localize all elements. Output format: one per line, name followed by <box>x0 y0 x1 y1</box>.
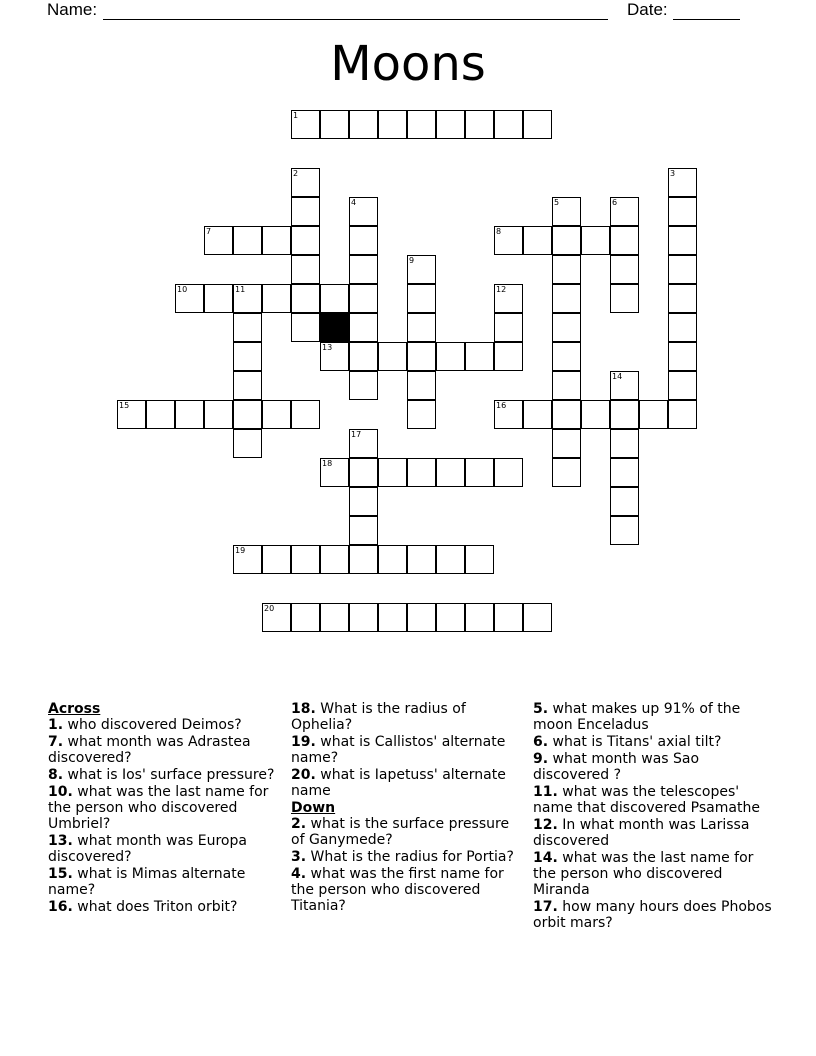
across-clue <box>291 767 523 799</box>
clue-number: 2. <box>291 816 307 833</box>
puzzle-title: Moons <box>330 36 486 92</box>
name-label: Name: <box>47 0 98 19</box>
black-cell <box>320 313 349 342</box>
grid-cell[interactable] <box>233 371 262 400</box>
grid-cell[interactable] <box>320 458 349 487</box>
down-clue <box>533 701 773 733</box>
down-clue <box>533 751 773 783</box>
clue-text: what is Callistos' alternate name? <box>291 734 506 767</box>
clue-text: what month was Adrastea discovered? <box>48 734 251 767</box>
grid-cell[interactable] <box>349 429 378 458</box>
across-clue <box>48 833 280 865</box>
grid-cell[interactable] <box>262 545 291 574</box>
grid-cell[interactable] <box>407 400 436 429</box>
grid-cell[interactable] <box>349 371 378 400</box>
clue-text: what is Ios' surface pressure? <box>63 767 275 783</box>
grid-cell[interactable] <box>494 400 523 429</box>
grid-cell[interactable] <box>233 429 262 458</box>
grid-cell[interactable] <box>262 400 291 429</box>
clue-number-label: 9 <box>409 256 415 265</box>
grid-cell[interactable] <box>262 603 291 632</box>
grid-cell[interactable] <box>668 255 697 284</box>
grid-cell[interactable] <box>668 284 697 313</box>
grid-cell[interactable] <box>494 226 523 255</box>
clue-number-label: 20 <box>264 604 275 613</box>
across-clue <box>48 717 280 733</box>
grid-cell[interactable] <box>175 400 204 429</box>
grid-cell[interactable] <box>610 255 639 284</box>
grid-cell[interactable] <box>291 255 320 284</box>
down-clue <box>533 850 773 899</box>
grid-cell[interactable] <box>552 284 581 313</box>
grid-cell[interactable] <box>407 313 436 342</box>
grid-cell[interactable] <box>494 313 523 342</box>
clue-number: 18. <box>291 701 316 717</box>
clue-text: what was the last name for the person who discovered Miranda <box>533 849 754 899</box>
grid-cell[interactable] <box>349 545 378 574</box>
clue-column-2 <box>291 701 523 915</box>
clue-number: 17. <box>533 899 558 915</box>
grid-cell[interactable] <box>291 284 320 313</box>
grid-cell[interactable] <box>494 284 523 313</box>
grid-cell[interactable] <box>581 400 610 429</box>
grid-cell[interactable] <box>378 458 407 487</box>
grid-cell[interactable] <box>494 603 523 632</box>
clue-text: what month was Sao discovered ? <box>533 750 700 783</box>
grid-cell[interactable] <box>465 603 494 632</box>
clue-text: how many hours does Phobos orbit mars? <box>533 899 772 932</box>
clue-number-label: 18 <box>322 459 333 468</box>
down-clue <box>533 899 773 931</box>
across-clue <box>48 899 280 915</box>
grid-cell[interactable] <box>668 226 697 255</box>
grid-cell[interactable] <box>378 603 407 632</box>
grid-cell[interactable] <box>552 255 581 284</box>
grid-cell[interactable] <box>349 110 378 139</box>
grid-cell[interactable] <box>407 603 436 632</box>
grid-cell[interactable] <box>668 197 697 226</box>
clue-number-label: 4 <box>351 198 357 207</box>
clue-text: what is Titans' axial tilt? <box>548 734 722 750</box>
clue-number-label: 12 <box>496 285 507 294</box>
grid-cell[interactable] <box>407 545 436 574</box>
clue-number-label: 14 <box>612 372 623 381</box>
grid-cell[interactable] <box>552 342 581 371</box>
clue-column-1 <box>48 701 280 916</box>
grid-cell[interactable] <box>233 342 262 371</box>
grid-cell[interactable] <box>233 313 262 342</box>
grid-cell[interactable] <box>291 545 320 574</box>
clue-number-label: 1 <box>293 111 299 120</box>
grid-cell[interactable] <box>349 516 378 545</box>
clue-number-label: 17 <box>351 430 362 439</box>
grid-cell[interactable] <box>523 226 552 255</box>
clue-text: what is Iapetuss' alternate name <box>291 767 506 800</box>
grid-cell[interactable] <box>291 226 320 255</box>
clue-number: 12. <box>533 816 558 833</box>
clue-text: what makes up 91% of the moon Enceladus <box>533 701 741 734</box>
grid-cell[interactable] <box>494 458 523 487</box>
grid-cell[interactable] <box>349 603 378 632</box>
clue-number: 10. <box>48 783 73 800</box>
grid-cell[interactable] <box>552 400 581 429</box>
grid-cell[interactable] <box>117 400 146 429</box>
grid-cell[interactable] <box>407 255 436 284</box>
down-heading: Down <box>291 800 336 816</box>
clue-text: what was the last name for the person who discovered Umbriel? <box>48 783 269 833</box>
grid-cell[interactable] <box>581 226 610 255</box>
grid-cell[interactable] <box>291 197 320 226</box>
clue-text: what is the surface pressure of Ganymede? <box>291 816 510 849</box>
grid-cell[interactable] <box>349 197 378 226</box>
grid-cell[interactable] <box>610 516 639 545</box>
grid-cell[interactable] <box>436 545 465 574</box>
grid-cell[interactable] <box>436 603 465 632</box>
across-clue <box>291 701 523 733</box>
down-clue <box>533 817 773 849</box>
grid-cell[interactable] <box>610 284 639 313</box>
down-clue <box>291 816 523 848</box>
clue-number: 4. <box>291 866 307 882</box>
grid-cell[interactable] <box>668 313 697 342</box>
across-clue <box>48 734 280 766</box>
clue-number: 6. <box>533 734 549 750</box>
clue-number-label: 13 <box>322 343 333 352</box>
grid-cell[interactable] <box>639 400 668 429</box>
across-clue <box>48 767 280 783</box>
down-clue <box>291 849 523 865</box>
grid-cell[interactable] <box>552 458 581 487</box>
grid-cell[interactable] <box>320 545 349 574</box>
grid-cell[interactable] <box>465 342 494 371</box>
grid-cell[interactable] <box>349 226 378 255</box>
clue-number-label: 3 <box>670 169 676 178</box>
clue-text: In what month was Larissa discovered <box>533 816 750 849</box>
grid-cell[interactable] <box>378 342 407 371</box>
grid-cell[interactable] <box>349 342 378 371</box>
down-clue <box>533 734 773 750</box>
grid-cell[interactable] <box>407 458 436 487</box>
clue-text: What is the radius of Ophelia? <box>291 701 466 734</box>
grid-cell[interactable] <box>610 400 639 429</box>
grid-cell[interactable] <box>378 545 407 574</box>
grid-cell[interactable] <box>436 110 465 139</box>
clue-text: what month was Europa discovered? <box>48 833 247 866</box>
grid-cell[interactable] <box>610 197 639 226</box>
grid-cell[interactable] <box>610 226 639 255</box>
down-clue <box>533 784 773 816</box>
grid-cell[interactable] <box>204 226 233 255</box>
grid-cell[interactable] <box>610 429 639 458</box>
grid-cell[interactable] <box>523 603 552 632</box>
clue-number-label: 5 <box>554 198 560 207</box>
grid-cell[interactable] <box>494 110 523 139</box>
grid-cell[interactable] <box>407 342 436 371</box>
grid-cell[interactable] <box>233 284 262 313</box>
clue-number: 8. <box>48 767 64 783</box>
grid-cell[interactable] <box>523 400 552 429</box>
clue-number: 5. <box>533 701 549 717</box>
clue-number: 1. <box>48 717 64 734</box>
grid-cell[interactable] <box>291 168 320 197</box>
grid-cell[interactable] <box>610 371 639 400</box>
clue-number: 15. <box>48 866 73 882</box>
clue-number-label: 19 <box>235 546 246 555</box>
grid-cell[interactable] <box>291 313 320 342</box>
date-label: Date: <box>627 0 668 19</box>
grid-cell[interactable] <box>233 545 262 574</box>
clue-text: what is Mimas alternate name? <box>48 866 246 899</box>
grid-cell[interactable] <box>523 110 552 139</box>
clue-column-3 <box>533 701 773 932</box>
grid-cell[interactable] <box>146 400 175 429</box>
grid-cell[interactable] <box>407 284 436 313</box>
across-heading: Across <box>48 701 101 717</box>
grid-cell[interactable] <box>610 458 639 487</box>
grid-cell[interactable] <box>320 284 349 313</box>
grid-cell[interactable] <box>552 371 581 400</box>
grid-cell[interactable] <box>552 313 581 342</box>
clue-number: 13. <box>48 833 73 849</box>
grid-cell[interactable] <box>320 342 349 371</box>
grid-cell[interactable] <box>436 342 465 371</box>
grid-cell[interactable] <box>436 458 465 487</box>
grid-cell[interactable] <box>465 545 494 574</box>
grid-cell[interactable] <box>668 342 697 371</box>
grid-cell[interactable] <box>262 284 291 313</box>
grid-cell[interactable] <box>320 110 349 139</box>
grid-cell[interactable] <box>552 226 581 255</box>
clue-number-label: 6 <box>612 198 618 207</box>
clue-number: 3. <box>291 849 307 866</box>
clue-number-label: 16 <box>496 401 507 410</box>
clue-number-label: 11 <box>235 285 246 294</box>
clue-number: 7. <box>48 734 64 750</box>
grid-cell[interactable] <box>378 110 407 139</box>
clue-number-label: 10 <box>177 285 188 294</box>
clue-number-label: 8 <box>496 227 502 236</box>
grid-cell[interactable] <box>349 284 378 313</box>
grid-cell[interactable] <box>668 168 697 197</box>
across-clue <box>48 866 280 898</box>
grid-cell[interactable] <box>349 255 378 284</box>
clue-text: What is the radius for Portia? <box>306 849 514 866</box>
clue-text: what was the telescopes' name that discovered Psamathe <box>533 783 760 816</box>
grid-cell[interactable] <box>291 110 320 139</box>
grid-cell[interactable] <box>349 458 378 487</box>
clue-number: 20. <box>291 767 316 783</box>
clue-text: what was the first name for the person who discovered Titania? <box>291 866 504 915</box>
clue-number-label: 15 <box>119 401 130 410</box>
grid-cell[interactable] <box>668 371 697 400</box>
across-clue <box>48 784 280 833</box>
clue-text: what does Triton orbit? <box>72 899 238 915</box>
clue-number: 19. <box>291 734 316 750</box>
grid-cell[interactable] <box>465 458 494 487</box>
grid-cell[interactable] <box>291 400 320 429</box>
grid-cell[interactable] <box>175 284 204 313</box>
grid-cell[interactable] <box>552 429 581 458</box>
grid-cell[interactable] <box>407 371 436 400</box>
grid-cell[interactable] <box>204 284 233 313</box>
grid-cell[interactable] <box>204 400 233 429</box>
grid-cell[interactable] <box>291 603 320 632</box>
clue-number-label: 2 <box>293 169 299 178</box>
grid-cell[interactable] <box>610 487 639 516</box>
clue-number: 11. <box>533 783 558 800</box>
down-clue <box>291 866 523 915</box>
clue-number: 9. <box>533 750 549 767</box>
grid-cell[interactable] <box>262 226 291 255</box>
grid-cell[interactable] <box>233 400 262 429</box>
clue-number: 16. <box>48 899 73 915</box>
grid-cell[interactable] <box>407 110 436 139</box>
across-clue <box>291 734 523 766</box>
grid-cell[interactable] <box>465 110 494 139</box>
grid-cell[interactable] <box>320 603 349 632</box>
clue-number-label: 7 <box>206 227 212 236</box>
clue-number: 14. <box>533 849 558 866</box>
clue-text: who discovered Deimos? <box>63 717 242 734</box>
grid-cell[interactable] <box>349 313 378 342</box>
grid-cell[interactable] <box>233 226 262 255</box>
grid-cell[interactable] <box>552 197 581 226</box>
grid-cell[interactable] <box>349 487 378 516</box>
grid-cell[interactable] <box>668 400 697 429</box>
grid-cell[interactable] <box>494 342 523 371</box>
